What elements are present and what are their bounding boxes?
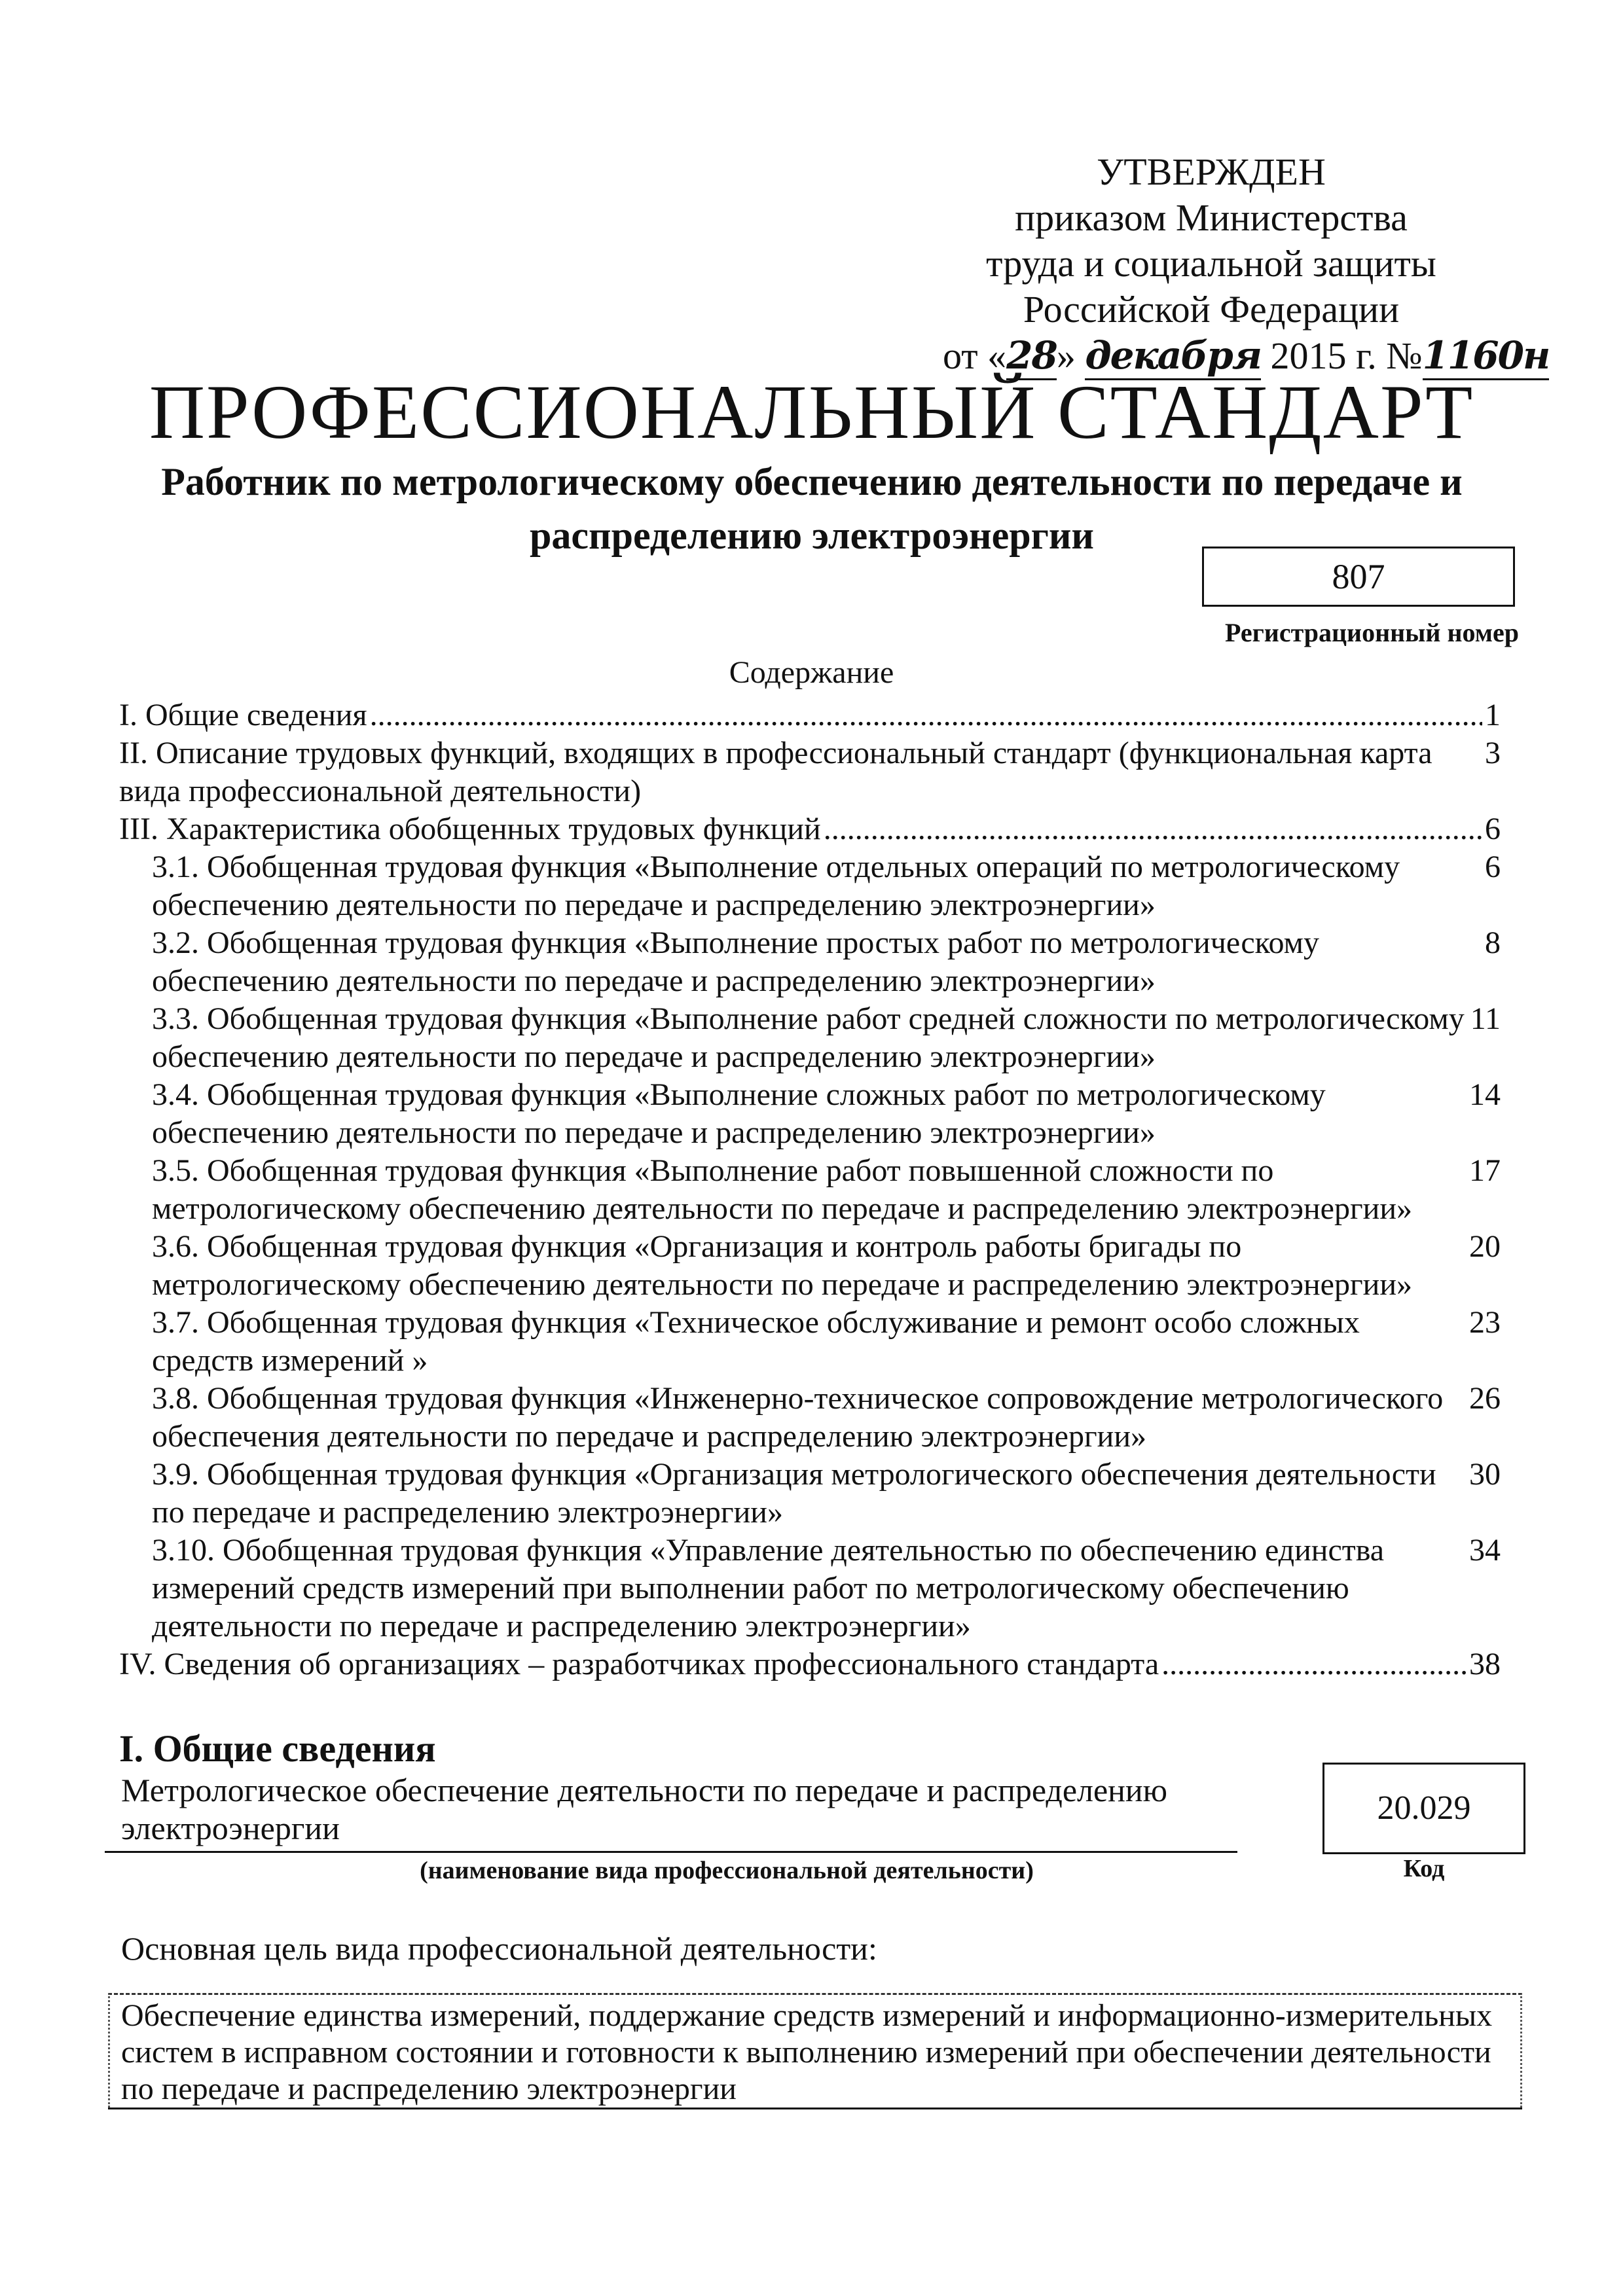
toc-page-number: 11 — [1470, 1001, 1501, 1036]
toc-page-number: 1 — [1485, 698, 1501, 732]
registration-number-box — [1202, 547, 1515, 607]
activity-caption: (наименование вида профессиональной деятельности) — [420, 1857, 1034, 1884]
toc-page-number: 17 — [1469, 1153, 1501, 1188]
code-box — [1322, 1763, 1525, 1854]
toc-entry-text: I. Общие сведения — [119, 698, 367, 732]
toc-entry-text: II. Описание трудовых функций, входящих в профессиональный стандарт (функциональная карта вида профессиональной деятельности) — [119, 736, 1440, 808]
toc-entry-text: 3.7. Обобщенная трудовая функция «Техническое обслуживание и ремонт особо сложных средств измерений » — [152, 1305, 1368, 1378]
approval-heading: УТВЕРЖДЕН — [1097, 151, 1326, 193]
toc-entry[interactable] — [152, 924, 1501, 1000]
table-of-contents — [119, 696, 1501, 1683]
document-title: ПРОФЕССИОНАЛЬНЫЙ СТАНДАРТ — [149, 369, 1474, 455]
toc-entry[interactable] — [152, 848, 1501, 924]
toc-page-number: 8 — [1485, 925, 1501, 960]
toc-heading: Содержание — [729, 655, 894, 690]
activity-code: 20.029 — [1377, 1789, 1471, 1827]
toc-leader — [1161, 1645, 1467, 1683]
date-mid: » — [1056, 334, 1076, 377]
toc-entry-text: 3.8. Обобщенная трудовая функция «Инженерно-техническое сопровождение метрологического обеспечения деятельности по передаче и распределению электроэнергии» — [152, 1381, 1451, 1454]
toc-entry[interactable] — [152, 1000, 1501, 1076]
handwritten-month: декабря — [1085, 332, 1261, 380]
goal-label: Основная цель вида профессиональной деятельности: — [121, 1930, 877, 1967]
toc-entry[interactable] — [119, 734, 1501, 810]
toc-entry[interactable] — [152, 1304, 1501, 1380]
goal-text: Обеспечение единства измерений, поддержание средств измерений и информационно-измерительных систем в исправном состоянии и готовности к выполнению измерений при обеспечении деятельности по передаче и распределению электроэнергии — [121, 1998, 1493, 2106]
toc-entry-text: IV. Сведения об организациях – разработчиках профессионального стандарта — [119, 1647, 1159, 1681]
toc-entry[interactable] — [152, 1380, 1501, 1456]
code-caption: Код — [1403, 1855, 1445, 1882]
toc-entry-text: 3.10. Обобщенная трудовая функция «Управление деятельностью по обеспечению единства измерений средств измерений при выполнении работ по метрологическому обеспечению деятельности по передаче и распределению электроэнергии» — [152, 1533, 1393, 1643]
goal-underline — [108, 2108, 1522, 2109]
toc-entry-text: 3.1. Обобщенная трудовая функция «Выполнение отдельных операций по метрологическому обеспечению деятельности по передаче и распределению электроэнергии» — [152, 850, 1408, 922]
approval-line-3: Российской Федерации — [1023, 288, 1400, 331]
date-year: 2015 г. № — [1270, 334, 1423, 377]
toc-leader — [370, 696, 1482, 734]
handwritten-order-number: 1160н — [1423, 332, 1550, 380]
activity-name: Метрологическое обеспечение деятельности по передаче и распределению электроэнергии — [121, 1772, 1168, 1846]
toc-entry[interactable] — [119, 810, 1501, 848]
registration-label: Регистрационный номер — [1224, 618, 1519, 647]
toc-page-number: 3 — [1485, 736, 1501, 770]
toc-entry-text: 3.4. Обобщенная трудовая функция «Выполнение сложных работ по метрологическому обеспечению деятельности по передаче и распределению электроэнергии» — [152, 1077, 1334, 1150]
section-heading: I. Общие сведения — [119, 1727, 436, 1770]
toc-entry-text: 3.3. Обобщенная трудовая функция «Выполнение работ средней сложности по метрологическому обеспечению деятельности по передаче и распределению электроэнергии» — [152, 1001, 1472, 1074]
toc-entry-text: III. Характеристика обобщенных трудовых функций — [119, 812, 821, 846]
toc-entry[interactable] — [152, 1532, 1501, 1645]
toc-entry[interactable] — [119, 1645, 1501, 1683]
toc-entry[interactable] — [152, 1456, 1501, 1532]
toc-page-number: 23 — [1469, 1305, 1501, 1340]
date-prefix: от « — [943, 334, 1007, 377]
toc-entry[interactable] — [152, 1228, 1501, 1304]
approval-block — [943, 149, 1550, 380]
approval-line-1: приказом Министерства — [1015, 196, 1408, 239]
handwritten-day: 28 — [1006, 332, 1057, 380]
document-subtitle: Работник по метрологическому обеспечению деятельности по передаче и распределению электроэнергии — [161, 460, 1463, 557]
toc-entry-text: 3.2. Обобщенная трудовая функция «Выполнение простых работ по метрологическому обеспечению деятельности по передаче и распределению электроэнергии» — [152, 925, 1327, 998]
toc-page-number: 14 — [1469, 1077, 1501, 1112]
toc-entry-text: 3.9. Обобщенная трудовая функция «Организация метрологического обеспечения деятельности по передаче и распределению электроэнергии» — [152, 1457, 1444, 1530]
toc-page-number: 6 — [1485, 850, 1501, 884]
toc-page-number: 20 — [1469, 1229, 1501, 1264]
toc-page-number: 30 — [1469, 1457, 1501, 1492]
approval-line-2: труда и социальной защиты — [986, 242, 1436, 285]
toc-entry[interactable] — [152, 1152, 1501, 1228]
registration-number: 807 — [1332, 557, 1385, 596]
toc-page-number: 6 — [1485, 812, 1501, 846]
toc-leader — [824, 810, 1482, 848]
activity-underline — [105, 1851, 1237, 1853]
toc-page-number: 34 — [1469, 1533, 1501, 1568]
toc-entry[interactable] — [119, 696, 1501, 734]
toc-entry-text: 3.5. Обобщенная трудовая функция «Выполнение работ повышенной сложности по метрологическому обеспечению деятельности по передаче и распределению электроэнергии» — [152, 1153, 1413, 1226]
toc-page-number: 26 — [1469, 1381, 1501, 1416]
toc-entry[interactable] — [152, 1076, 1501, 1152]
toc-page-number: 38 — [1469, 1647, 1501, 1681]
toc-entry-text: 3.6. Обобщенная трудовая функция «Организация и контроль работы бригады по метрологическому обеспечению деятельности по передаче и распределению электроэнергии» — [152, 1229, 1413, 1302]
